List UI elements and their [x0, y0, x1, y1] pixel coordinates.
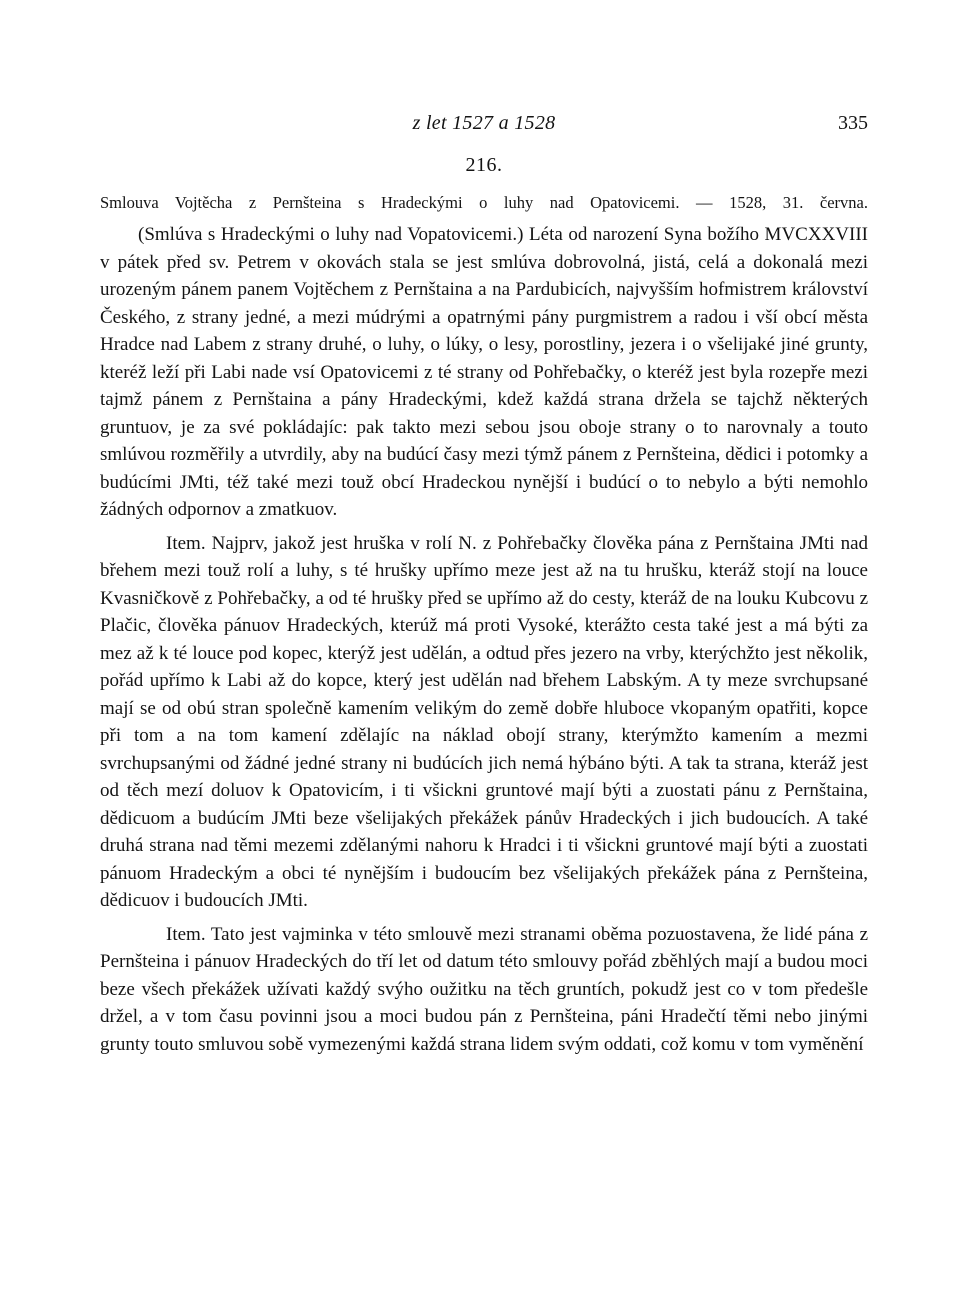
document-page: [100, 0, 868, 1302]
document-body: [100, 221, 868, 1058]
paragraph-intro: (Smlúva s Hradeckými o luhy nad Vopatovicemi.) Léta od narození Syna božího MVCXXVIII v pátek před sv. Petrem v okovách stala se jest smlúva dobrovolná, jistá, celá a dokonalá mezi urozeným pánem panem Vojtěchem z Pernštaina a na Pardubicích, najvyšším hofmistrem království Českého, z strany jedné, a mezi múdrými a opatrnými pány purgmistrem a radou i vší obcí města Hradce nad Labem z strany druhé, o luhy, o lúky, o lesy, porostliny, jezera i o všelijaké jiné grunty, kteréž leží při Labi nade vsí Opatovicemi z té strany od Pohřebačky, o kteréž jest byla rozepře mezi tajmž pánem z Pernštaina a pány Hradeckými, kdež každá strana držela se tajchž některých gruntuov, je za své pokládajíc: pak takto mezi sebou jsou oboje strany o to narovnaly a touto smlúvou rozměřily a utvrdily, aby na budúcí časy mezi týmž pánem z Pernšteina, dědici i potomky a budúcími JMti, též také mezi touž obcí Hradeckou nynější i budúcí o to nebylo a býti nemohlo žádných odpornov a zmatkuov.: [100, 224, 868, 520]
document-number: 216.: [465, 154, 503, 176]
paragraph-item-1: Item. Najprv, jakož jest hruška v rolí N. z Pohřebačky člověka pána z Pernštaina JMti nad břehem mezi touž rolí a luhy, s té hrušky upřímo meze jest až na tu hrušku, kteráž stojí na louce Kvasničkově z Pohřebačky, a od té hrušky před se upřímo až do cesty, kteráž de na louku Kubcovu z Plačic, člověka pánuov Hradeckých, kterúž má proti Vysoké, kterážto cesta také jest a má býti za mez až k té louce pod kopec, kterýž jest udělán, a odtud přes jezero na vrby, kterýchžto jest několik, pořád upřímo k Labi až do kopce, který jest udělán nad břehem Labským. A ty meze svrchupsané mají se od obú stran společně kamením velikým do země dobře hluboce vkopaným opatřiti, kopce při tom a na tom kamení zdělajíc na náklad obojí strany, kterýmžto kamením a mezmi svrchupsanými od žádné jedné strany ni budúcích jich nemá hýbáno býti. A tak ta strana, kteráž jest od těch mezí doluov k Opatovicím, i ti všickni gruntové mají býti a zuostati pánu z Pernštaina, dědicuom a budúcím JMti beze všelijakých překážek pánův Hradeckých i jich budoucích. A také druhá strana nad těmi mezemi zdělanými nahoru k Hradci i ti všickni gruntové mají býti a zuostati pánuom Hradeckým a obci té nynějším i budoucím bez všelijakých překážek pána z Pernšteina, dědicuov i budoucích JMti.: [100, 532, 868, 911]
running-title: z let 1527 a 1528: [412, 112, 556, 134]
paragraph-item-2: Item. Tato jest vajminka v této smlouvě mezi stranami oběma pozuostavena, že lidé pána z Pernšteina i pánuov Hradeckých do tří let od datum této smlouvy pořád zběhlých mají a budou moci beze všech překážek užívati každý svýho oužitku na těch gruntích, pokudž jest co v tom předešle držel, a v tom času povinni jsou a moci budou pán z Pernšteina, páni Hradečtí těmi nebo jinými grunty touto smluvou sobě vymezenými každá strana lidem svým oddati, což komu v tom vyměnění: [100, 923, 868, 1055]
document-regest: Smlouva Vojtěcha z Pernšteina s Hradeckými o luhy nad Opatovicemi. — 1528, 31. června.: [100, 193, 868, 212]
running-head: [100, 112, 868, 136]
page-number: 335: [838, 112, 868, 134]
